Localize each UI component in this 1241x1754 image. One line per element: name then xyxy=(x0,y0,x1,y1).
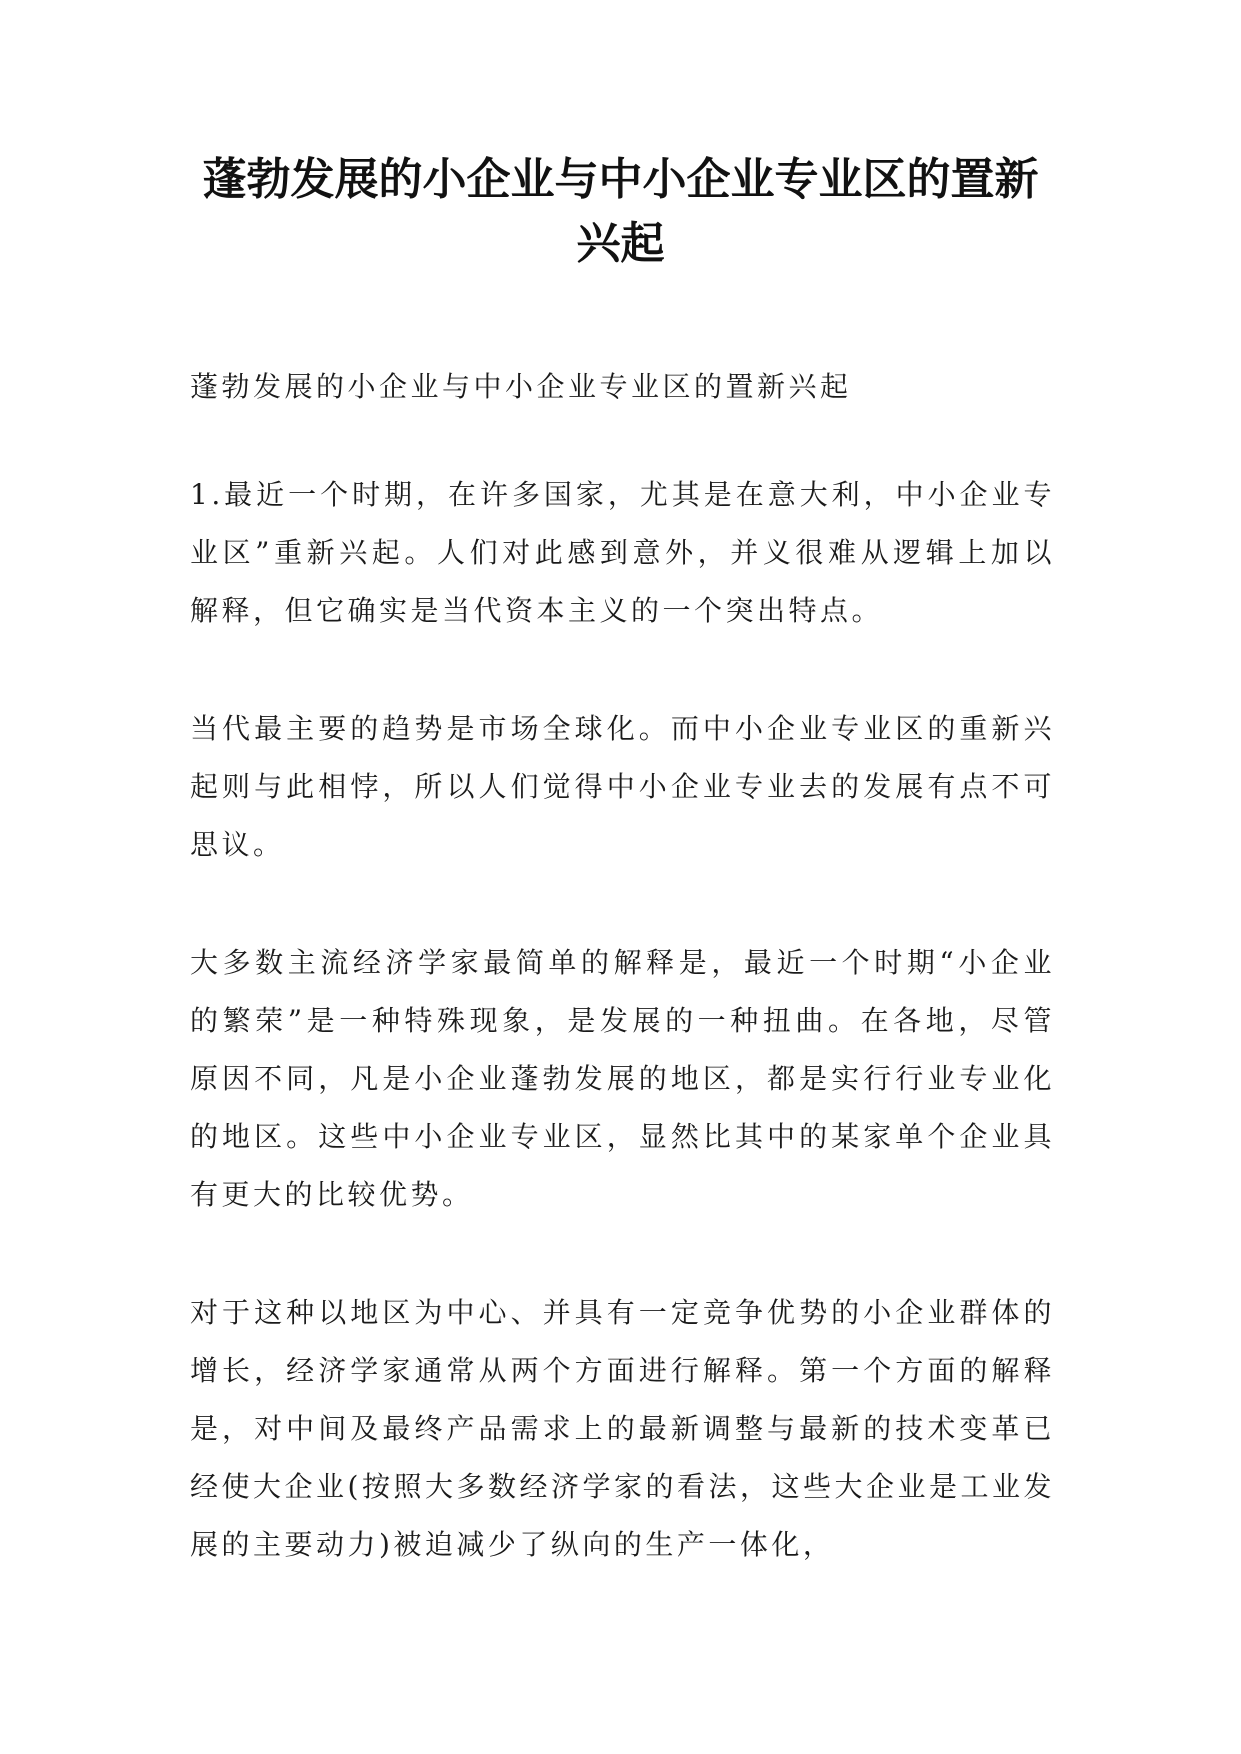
paragraph-subtitle: 蓬勃发展的小企业与中小企业专业区的置新兴起 xyxy=(190,370,852,403)
document-body xyxy=(190,358,1055,1634)
paragraph-2: 当代最主要的趋势是市场全球化。而中小企业专业区的重新兴起则与此相悖，所以人们觉得中小企业专业去的发展有点不可思议。 xyxy=(190,712,1055,861)
paragraph-1: 1.最近一个时期，在许多国家，尤其是在意大利，中小企业专业区”重新兴起。人们对此感到意外，并义很难从逻辑上加以解释，但它确实是当代资本主义的一个突出特点。 xyxy=(190,478,1055,627)
paragraph-4: 对于这种以地区为中心、并具有一定竞争优势的小企业群体的增长，经济学家通常从两个方面进行解释。第一个方面的解释是，对中间及最终产品需求上的最新调整与最新的技术变革已经使大企业(按照大多数经济学家的看法，这些大企业是工业发展的主要动力)被迫减少了纵向的生产一体化， xyxy=(190,1296,1055,1561)
document-title: 蓬勃发展的小企业与中小企业专业区的置新兴起 xyxy=(202,154,1039,269)
paragraph-3: 大多数主流经济学家最简单的解释是，最近一个时期“小企业的繁荣”是一种特殊现象，是发展的一种扭曲。在各地，尽管原因不同，凡是小企业蓬勃发展的地区，都是实行行业专业化的地区。这些中小企业专业区，显然比其中的某家单个企业具有更大的比较优势。 xyxy=(190,946,1055,1211)
